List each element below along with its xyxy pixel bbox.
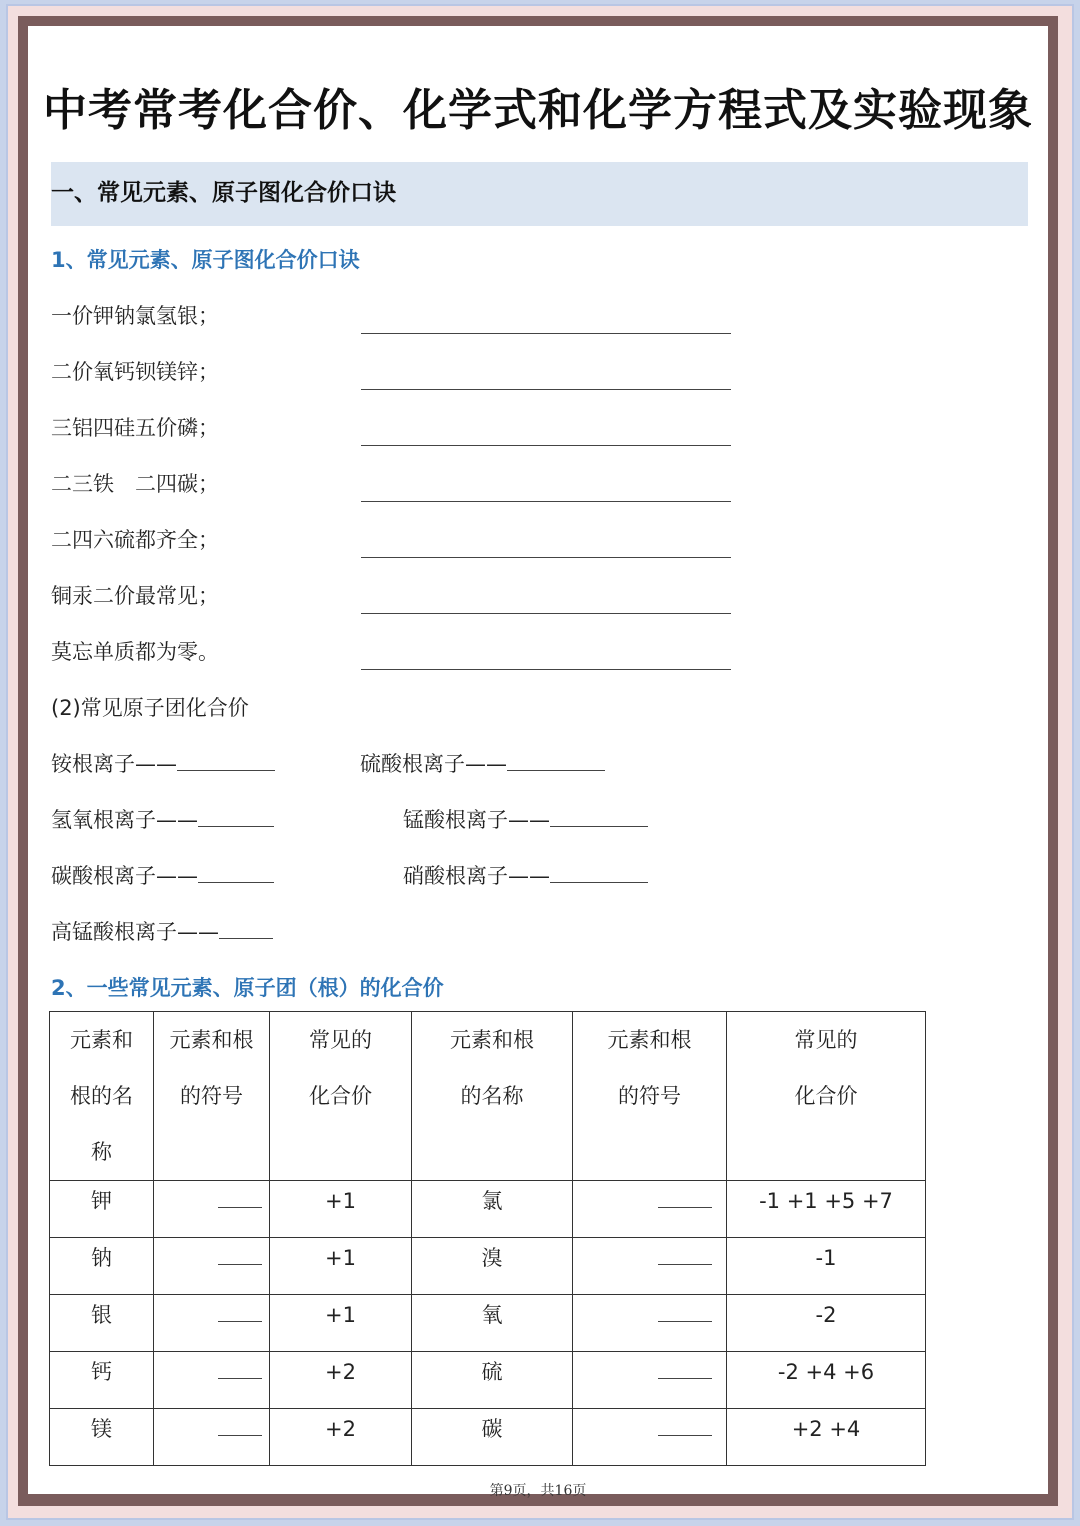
symbol-blank-cell[interactable]	[573, 1295, 727, 1352]
radical-label: 氢氧根离子——	[51, 808, 198, 832]
answer-blank[interactable]	[361, 444, 731, 446]
radical-item	[403, 860, 648, 890]
header-line: 根的名	[70, 1084, 133, 1108]
table-header-cell	[50, 1012, 154, 1181]
radical-label: 锰酸根离子——	[403, 808, 550, 832]
element-name-cell: 碳	[412, 1409, 573, 1466]
symbol-blank-cell[interactable]	[154, 1295, 270, 1352]
answer-blank[interactable]	[218, 1295, 262, 1322]
element-name-cell: 钾	[50, 1181, 154, 1238]
table-header-cell	[573, 1012, 727, 1181]
element-name-cell: 银	[50, 1295, 154, 1352]
table-header-row	[50, 1012, 926, 1181]
header-line: 的名称	[460, 1084, 524, 1108]
answer-blank[interactable]	[218, 1409, 262, 1436]
radical-label: 硫酸根离子——	[360, 752, 507, 776]
answer-blank[interactable]	[361, 668, 731, 670]
valence-cell: +1	[270, 1181, 412, 1238]
page-frame	[18, 16, 1058, 1506]
radical-item	[51, 748, 275, 778]
answer-blank[interactable]	[219, 918, 273, 939]
element-name-cell: 钙	[50, 1352, 154, 1409]
valence-cell: -2	[727, 1295, 926, 1352]
header-line: 元素和根	[169, 1028, 254, 1052]
section-heading: 一、常见元素、原子图化合价口诀	[51, 180, 396, 206]
page-title: 中考常考化合价、化学式和化学方程式及实验现象	[43, 85, 1033, 136]
mnemonic-line: 三铝四硅五价磷；	[51, 416, 219, 440]
mnemonic-line: 莫忘单质都为零。	[51, 640, 219, 664]
header-line: 常见的	[309, 1028, 372, 1052]
valence-cell: +1	[270, 1238, 412, 1295]
header-line: 元素和根	[450, 1028, 534, 1052]
symbol-blank-cell[interactable]	[154, 1238, 270, 1295]
answer-blank[interactable]	[658, 1181, 712, 1208]
answer-blank[interactable]	[658, 1238, 712, 1265]
header-line: 化合价	[309, 1084, 372, 1108]
mnemonic-line: 一价钾钠氯氢银；	[51, 304, 219, 328]
symbol-blank-cell[interactable]	[573, 1352, 727, 1409]
valence-cell: +2 +4	[727, 1409, 926, 1466]
answer-blank[interactable]	[658, 1295, 712, 1322]
radical-label: 硝酸根离子——	[403, 864, 550, 888]
element-name-cell: 氯	[412, 1181, 573, 1238]
subheading-mnemonics: 1、常见元素、原子图化合价口诀	[51, 248, 360, 272]
header-line: 常见的	[794, 1028, 858, 1052]
table-row	[50, 1181, 926, 1238]
answer-blank[interactable]	[361, 500, 731, 502]
valence-cell: +1	[270, 1295, 412, 1352]
radical-label: 铵根离子——	[51, 752, 177, 776]
radical-label: 碳酸根离子——	[51, 864, 198, 888]
mnemonic-line: 铜汞二价最常见；	[51, 584, 219, 608]
mnemonic-line: 二四六硫都齐全；	[51, 528, 219, 552]
answer-blank[interactable]	[550, 806, 648, 827]
page-border-outer	[8, 6, 1072, 1518]
header-line: 化合价	[794, 1084, 858, 1108]
valence-cell: -1 +1 +5 +7	[727, 1181, 926, 1238]
answer-blank[interactable]	[361, 556, 731, 558]
radical-item	[51, 860, 274, 890]
page-number-footer: 第9页，共16页	[489, 1483, 587, 1499]
symbol-blank-cell[interactable]	[573, 1181, 727, 1238]
mnemonic-line: 二三铁 二四碳；	[51, 472, 219, 496]
table-row	[50, 1238, 926, 1295]
symbol-blank-cell[interactable]	[154, 1181, 270, 1238]
element-name-cell: 镁	[50, 1409, 154, 1466]
valence-cell: +2	[270, 1352, 412, 1409]
answer-blank[interactable]	[361, 388, 731, 390]
mnemonic-line: 二价氧钙钡镁锌；	[51, 360, 219, 384]
element-name-cell: 钠	[50, 1238, 154, 1295]
document-sheet	[28, 26, 1048, 1499]
answer-blank[interactable]	[361, 612, 731, 614]
answer-blank[interactable]	[177, 750, 275, 771]
subheading-radicals: (2)常见原子团化合价	[51, 696, 249, 720]
symbol-blank-cell[interactable]	[154, 1409, 270, 1466]
header-line: 元素和	[70, 1028, 133, 1052]
header-line: 的符号	[618, 1084, 681, 1108]
valence-cell: -2 +4 +6	[727, 1352, 926, 1409]
valence-cell: -1	[727, 1238, 926, 1295]
radical-label: 高锰酸根离子——	[51, 920, 219, 944]
answer-blank[interactable]	[361, 332, 731, 334]
answer-blank[interactable]	[198, 806, 274, 827]
symbol-blank-cell[interactable]	[573, 1238, 727, 1295]
table-header-cell	[270, 1012, 412, 1181]
radical-item	[403, 804, 648, 834]
table-header-cell	[154, 1012, 270, 1181]
table-row	[50, 1352, 926, 1409]
symbol-blank-cell[interactable]	[154, 1352, 270, 1409]
element-name-cell: 硫	[412, 1352, 573, 1409]
header-line: 元素和根	[607, 1028, 692, 1052]
answer-blank[interactable]	[658, 1352, 712, 1379]
answer-blank[interactable]	[658, 1409, 712, 1436]
table-header-cell	[412, 1012, 573, 1181]
answer-blank[interactable]	[507, 750, 605, 771]
answer-blank[interactable]	[218, 1352, 262, 1379]
header-line: 的符号	[180, 1084, 243, 1108]
table-row	[50, 1409, 926, 1466]
answer-blank[interactable]	[198, 862, 274, 883]
table-row	[50, 1295, 926, 1352]
valence-table	[49, 1011, 926, 1466]
radical-item	[51, 804, 274, 834]
subheading-valence-table: 2、一些常见元素、原子团（根）的化合价	[51, 976, 444, 1000]
header-line: 称	[91, 1140, 112, 1164]
radical-item	[51, 916, 273, 946]
radical-item	[360, 748, 605, 778]
table-header-cell	[727, 1012, 926, 1181]
answer-blank[interactable]	[218, 1181, 262, 1208]
valence-cell: +2	[270, 1409, 412, 1466]
answer-blank[interactable]	[218, 1238, 262, 1265]
element-name-cell: 氧	[412, 1295, 573, 1352]
section-heading-band	[51, 162, 1028, 226]
answer-blank[interactable]	[550, 862, 648, 883]
element-name-cell: 溴	[412, 1238, 573, 1295]
symbol-blank-cell[interactable]	[573, 1409, 727, 1466]
